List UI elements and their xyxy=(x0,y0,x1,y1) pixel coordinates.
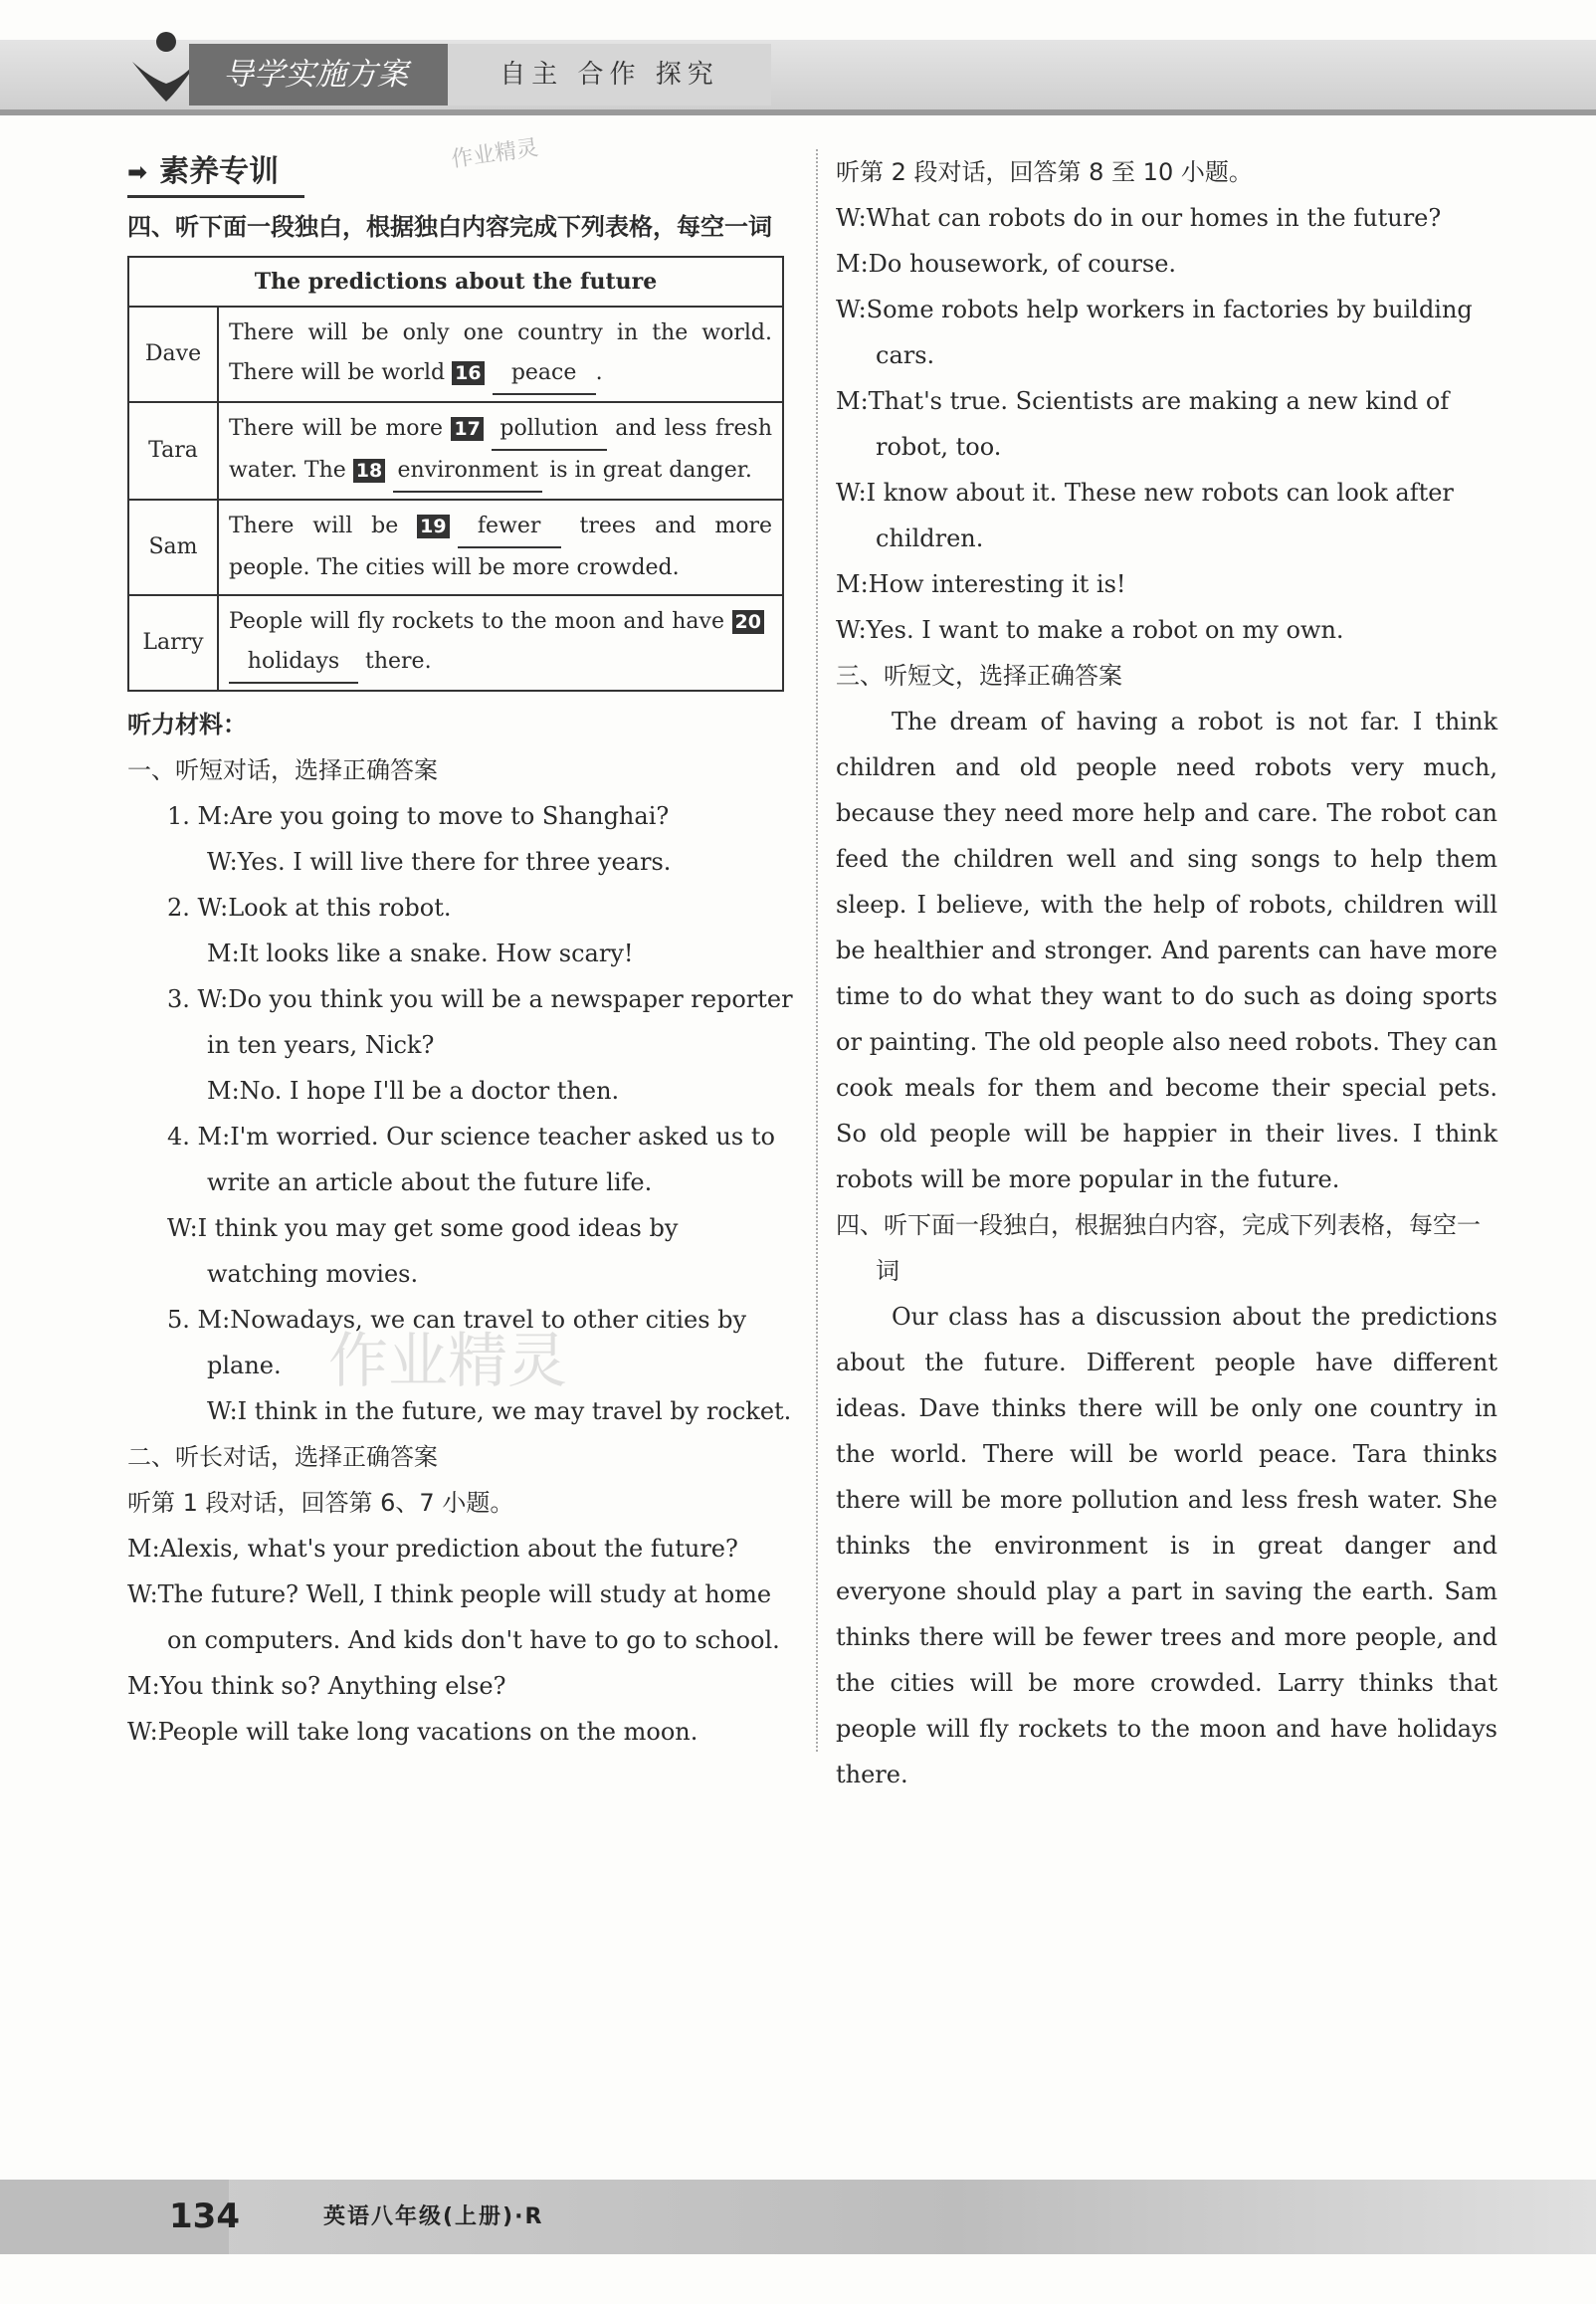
table-row: Larry People will fly rockets to the moon and have 20holidays there. xyxy=(128,595,783,691)
part2-title: 二、听长对话，选择正确答案 xyxy=(127,1443,438,1471)
table-header: The predictions about the future xyxy=(128,257,783,307)
arrow-icon: ➡ xyxy=(127,158,148,186)
watermark: 作业精灵 xyxy=(328,1327,567,1396)
page-header xyxy=(0,0,1596,119)
book-title: 英语八年级(上册)·R xyxy=(323,2204,544,2229)
dialog-line: M:It looks like a snake. How scary! xyxy=(207,940,634,967)
dialog-line: M:No. I hope I'll be a doctor then. xyxy=(207,1077,620,1105)
dialog-line: W:Some robots help workers in factories by building cars. xyxy=(836,296,1473,369)
header-title: 导学实施方案 xyxy=(189,44,448,105)
dialog-line: W:I think in the future, we may travel by rocket. xyxy=(207,1397,792,1425)
dialog-line: 2. W:Look at this robot. xyxy=(167,894,452,922)
dialog-line: M:You think so? Anything else? xyxy=(127,1672,506,1700)
dialog-line: 5. M:Nowadays, we can travel to other cities by plane. xyxy=(167,1306,747,1379)
column-divider xyxy=(816,149,818,1752)
part4-passage: Our class has a discussion about the predictions about the future. Different people have different ideas. Dave thinks there will be only one country in the world. There will be world peace. Tara thinks there will be more pollution and less fresh water. She thinks the environment is in great danger and everyone should play a part in saving the earth. Sam thinks there will be fewer trees and more people, and the cities will be more crowded. Larry thinks that people will fly rockets to the moon and have holidays there. xyxy=(836,1303,1497,1788)
dialog-line: W:Yes. I will live there for three years. xyxy=(207,848,672,876)
material-label: 听力材料： xyxy=(127,711,247,738)
part1-title: 一、听短对话，选择正确答案 xyxy=(127,756,438,784)
part3-title: 三、听短文，选择正确答案 xyxy=(836,662,1122,690)
answer-blank: holidays xyxy=(229,642,358,684)
prediction-table xyxy=(127,256,784,692)
table-row: Dave There will be only one country in the world. There will be world 16 peace . xyxy=(128,307,783,402)
table-row: Sam There will be 19 fewer trees and more people. The cities will be more crowded. xyxy=(128,500,783,595)
dialog2-title: 听第 2 段对话，回答第 8 至 10 小题。 xyxy=(836,158,1253,186)
stamp-mark: 作业精灵 xyxy=(450,135,540,173)
dialog-line: W:What can robots do in our homes in the future? xyxy=(836,204,1442,232)
right-column xyxy=(836,149,1497,1797)
answer-blank: environment xyxy=(393,451,542,493)
dialog-line: W:I think you may get some good ideas by watching movies. xyxy=(167,1214,679,1288)
dialog-line: 3. W:Do you think you will be a newspaper reporter in ten years, Nick? xyxy=(167,985,793,1059)
part3-passage: The dream of having a robot is not far. I think children and old people need robots very much, because they need more help and care. The robot can feed the children well and sing songs to help them sleep. I believe, with the help of robots, children will be healthier and stronger. And parents can have more time to do what they want to do such as doing sports or painting. The old people also need robots. They can cook meals for them and become their special pets. So old people will be happier in their lives. I think robots will be more popular in the future. xyxy=(836,708,1497,1193)
dialog-line: 1. M:Are you going to move to Shanghai? xyxy=(167,802,670,830)
dialog-line: M:Alexis, what's your prediction about the future? xyxy=(127,1535,738,1563)
page-number: 134 xyxy=(0,2180,229,2254)
table-row: Tara There will be more 17 pollution and less fresh water. The 18 environment is in great danger. xyxy=(128,402,783,500)
section-badge: ➡ 素养专训 xyxy=(127,149,304,198)
dialog-line: M:Do housework, of course. xyxy=(836,250,1177,278)
header-tags: 自主 合作 探究 xyxy=(448,44,771,105)
q4-title: 四、听下面一段独白，根据独白内容完成下列表格，每空一词 xyxy=(127,213,772,241)
answer-blank: peace xyxy=(493,353,596,395)
dialog-line: W:I know about it. These new robots can look after children. xyxy=(836,479,1454,552)
part4-title: 四、听下面一段独白，根据独白内容，完成下列表格，每空一词 xyxy=(836,1211,1481,1285)
dialog-line: W:People will take long vacations on the moon. xyxy=(127,1718,698,1746)
dialog-line: W:The future? Well, I think people will study at home on computers. And kids don't have to go to school. xyxy=(127,1580,780,1654)
dialog-line: M:That's true. Scientists are making a new kind of robot, too. xyxy=(836,387,1450,461)
answer-blank: fewer xyxy=(458,507,561,548)
dialog1-title: 听第 1 段对话，回答第 6、7 小题。 xyxy=(127,1489,514,1517)
dialog-line: M:How interesting it is! xyxy=(836,570,1126,598)
answer-blank: pollution xyxy=(492,409,607,451)
dialog-line: 4. M:I'm worried. Our science teacher asked us to write an article about the future life. xyxy=(167,1123,775,1196)
dialog-line: W:Yes. I want to make a robot on my own. xyxy=(836,616,1344,644)
